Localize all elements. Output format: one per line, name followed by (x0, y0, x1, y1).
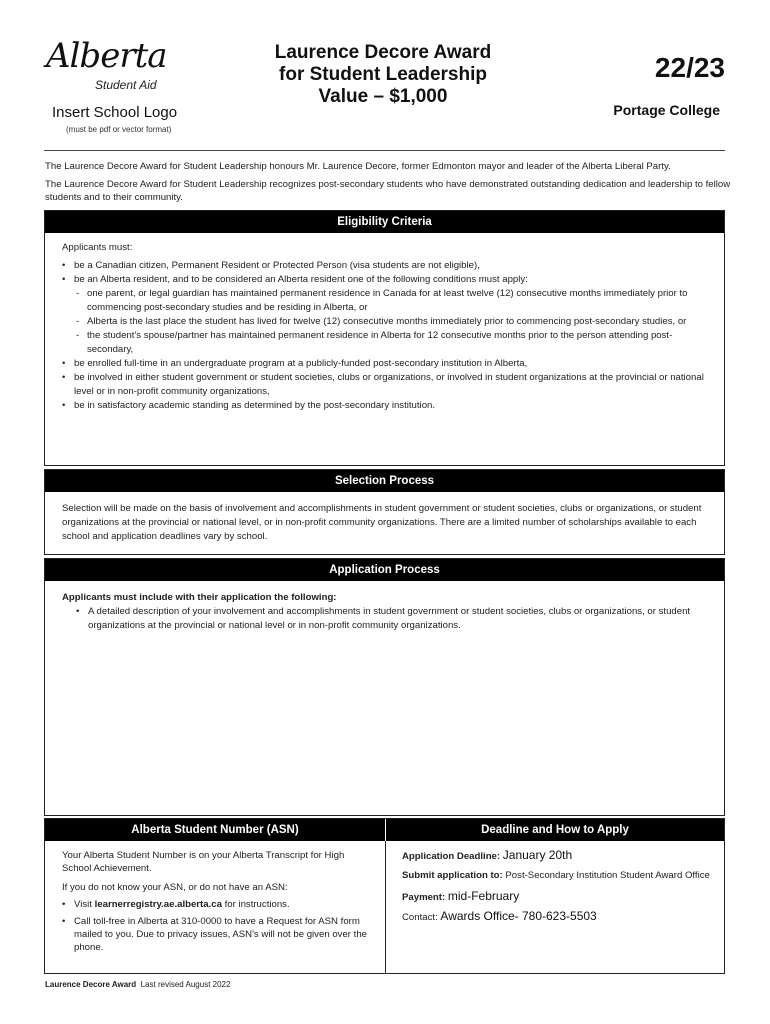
learner-registry-link[interactable]: learnerregistry.ae.alberta.ca (94, 899, 222, 910)
intro-paragraph-1: The Laurence Decore Award for Student Leadership honours Mr. Laurence Decore, former Edmonton mayor and leader of the Alberta Liberal Party. (45, 161, 671, 172)
eligibility-item: • be enrolled full-time in an undergraduate program at a publicly-funded post-secondary institution in Alberta, (62, 357, 707, 371)
selection-section (44, 469, 725, 555)
intro-paragraph-2: The Laurence Decore Award for Student Leadership recognizes post-secondary students who have demonstrated outstanding dedication and leadership to fellow students and to their community. (45, 179, 731, 203)
footer-award-name: Laurence Decore Award (45, 980, 137, 989)
submit-value[interactable]: Post-Secondary Institution Student Award Office (505, 870, 710, 881)
asn-heading: Alberta Student Number (ASN) (45, 819, 385, 841)
contact-value[interactable]: Awards Office- 780-623-5503 (440, 909, 597, 923)
payment-label: Payment: (402, 892, 446, 903)
asn-paragraph: Your Alberta Student Number is on your Alberta Transcript for High School Achievement. (62, 850, 345, 874)
deadline-heading: Deadline and How to Apply (386, 819, 724, 841)
application-lead: Applicants must include with their application the following: (62, 592, 337, 603)
asn-item: • Call toll-free in Alberta at 310-0000 to have a Request for ASN form mailed to you. Due to privacy issues, ASN's will not be given over the phone. (62, 915, 372, 954)
submit-label: Submit application to: (402, 870, 503, 881)
eligibility-item: • be in satisfactory academic standing as determined by the post-secondary institution. (62, 399, 707, 413)
eligibility-item (62, 273, 707, 287)
contact-row (402, 910, 712, 924)
residency-condition: - Alberta is the last place the student has lived for twelve (12) consecutive months immediately prior to commencing post-secondary studies, or (62, 315, 707, 329)
deadline-content (402, 849, 712, 924)
header-divider (44, 150, 725, 151)
asn-item (62, 898, 372, 911)
title-line-2: for Student Leadership (279, 64, 487, 85)
alberta-logo: Alberta (46, 36, 167, 76)
footer-revised: Last revised August 2022 (140, 980, 231, 989)
eligibility-item: • be involved in either student government or student societies, clubs or organizations, or involved in student organizations at the provincial or national level or in non-profit community organizations, (62, 371, 707, 399)
deadline-value[interactable]: January 20th (502, 848, 573, 862)
residency-condition: - one parent, or legal guardian has maintained permanent residence in Canada for at least twelve (12) consecutive months immediately prior to commencing post-secondary studies and be residing in Alberta, or (62, 287, 707, 315)
contact-label: Contact: (402, 912, 438, 923)
asn-item-text: Visit (74, 899, 95, 910)
payment-value[interactable]: mid-February (447, 889, 520, 903)
application-section (44, 558, 725, 816)
logo-subtitle: Student Aid (95, 78, 157, 92)
asn-content (62, 849, 372, 954)
payment-row (402, 890, 712, 904)
title-line-3: Value – $1,000 (318, 86, 448, 107)
selection-text: Selection will be made on the basis of involvement and accomplishments in student government or student societies, clubs or organizations, or student organizations at the provincial or national level, or in non-profit community organizations. There are a limited number of scholarships available to each school and application deadlines vary by school. (62, 503, 702, 542)
asn-deadline-section (44, 818, 725, 974)
title-line-1: Laurence Decore Award (274, 42, 492, 63)
asn-item-text: for instructions. (221, 899, 290, 910)
column-divider (385, 841, 386, 973)
footer (45, 980, 230, 989)
eligibility-section (44, 210, 725, 466)
submit-row (402, 869, 712, 882)
application-heading: Application Process (45, 559, 724, 581)
selection-heading: Selection Process (45, 470, 724, 492)
deadline-row (402, 849, 712, 863)
eligibility-heading: Eligibility Criteria (45, 211, 724, 233)
eligibility-item: • be a Canadian citizen, Permanent Resident or Protected Person (visa students are not eligible), (62, 259, 707, 273)
school-logo-placeholder: Insert School Logo (52, 104, 178, 121)
asn-paragraph: If you do not know your ASN, or do not have an ASN: (62, 882, 288, 893)
deadline-label: Application Deadline: (402, 851, 501, 862)
page-title (248, 42, 518, 108)
eligibility-item-text: be an Alberta resident, and to be considered an Alberta resident one of the following conditions must apply: (74, 274, 528, 285)
school-logo-note: (must be pdf or vector format) (66, 125, 172, 134)
residency-condition: - the student's spouse/partner has maintained permanent residence in Alberta for 12 consecutive months prior to the person attending post-secondary, (62, 329, 707, 357)
eligibility-lead: Applicants must: (62, 242, 133, 253)
application-item: • A detailed description of your involvement and accomplishments in student government or student societies, clubs or organizations, or student organizations at the provincial or national level or in non-profit community organizations. (62, 605, 707, 633)
award-year: 22/23 (654, 52, 725, 83)
college-name: Portage College (613, 102, 720, 118)
